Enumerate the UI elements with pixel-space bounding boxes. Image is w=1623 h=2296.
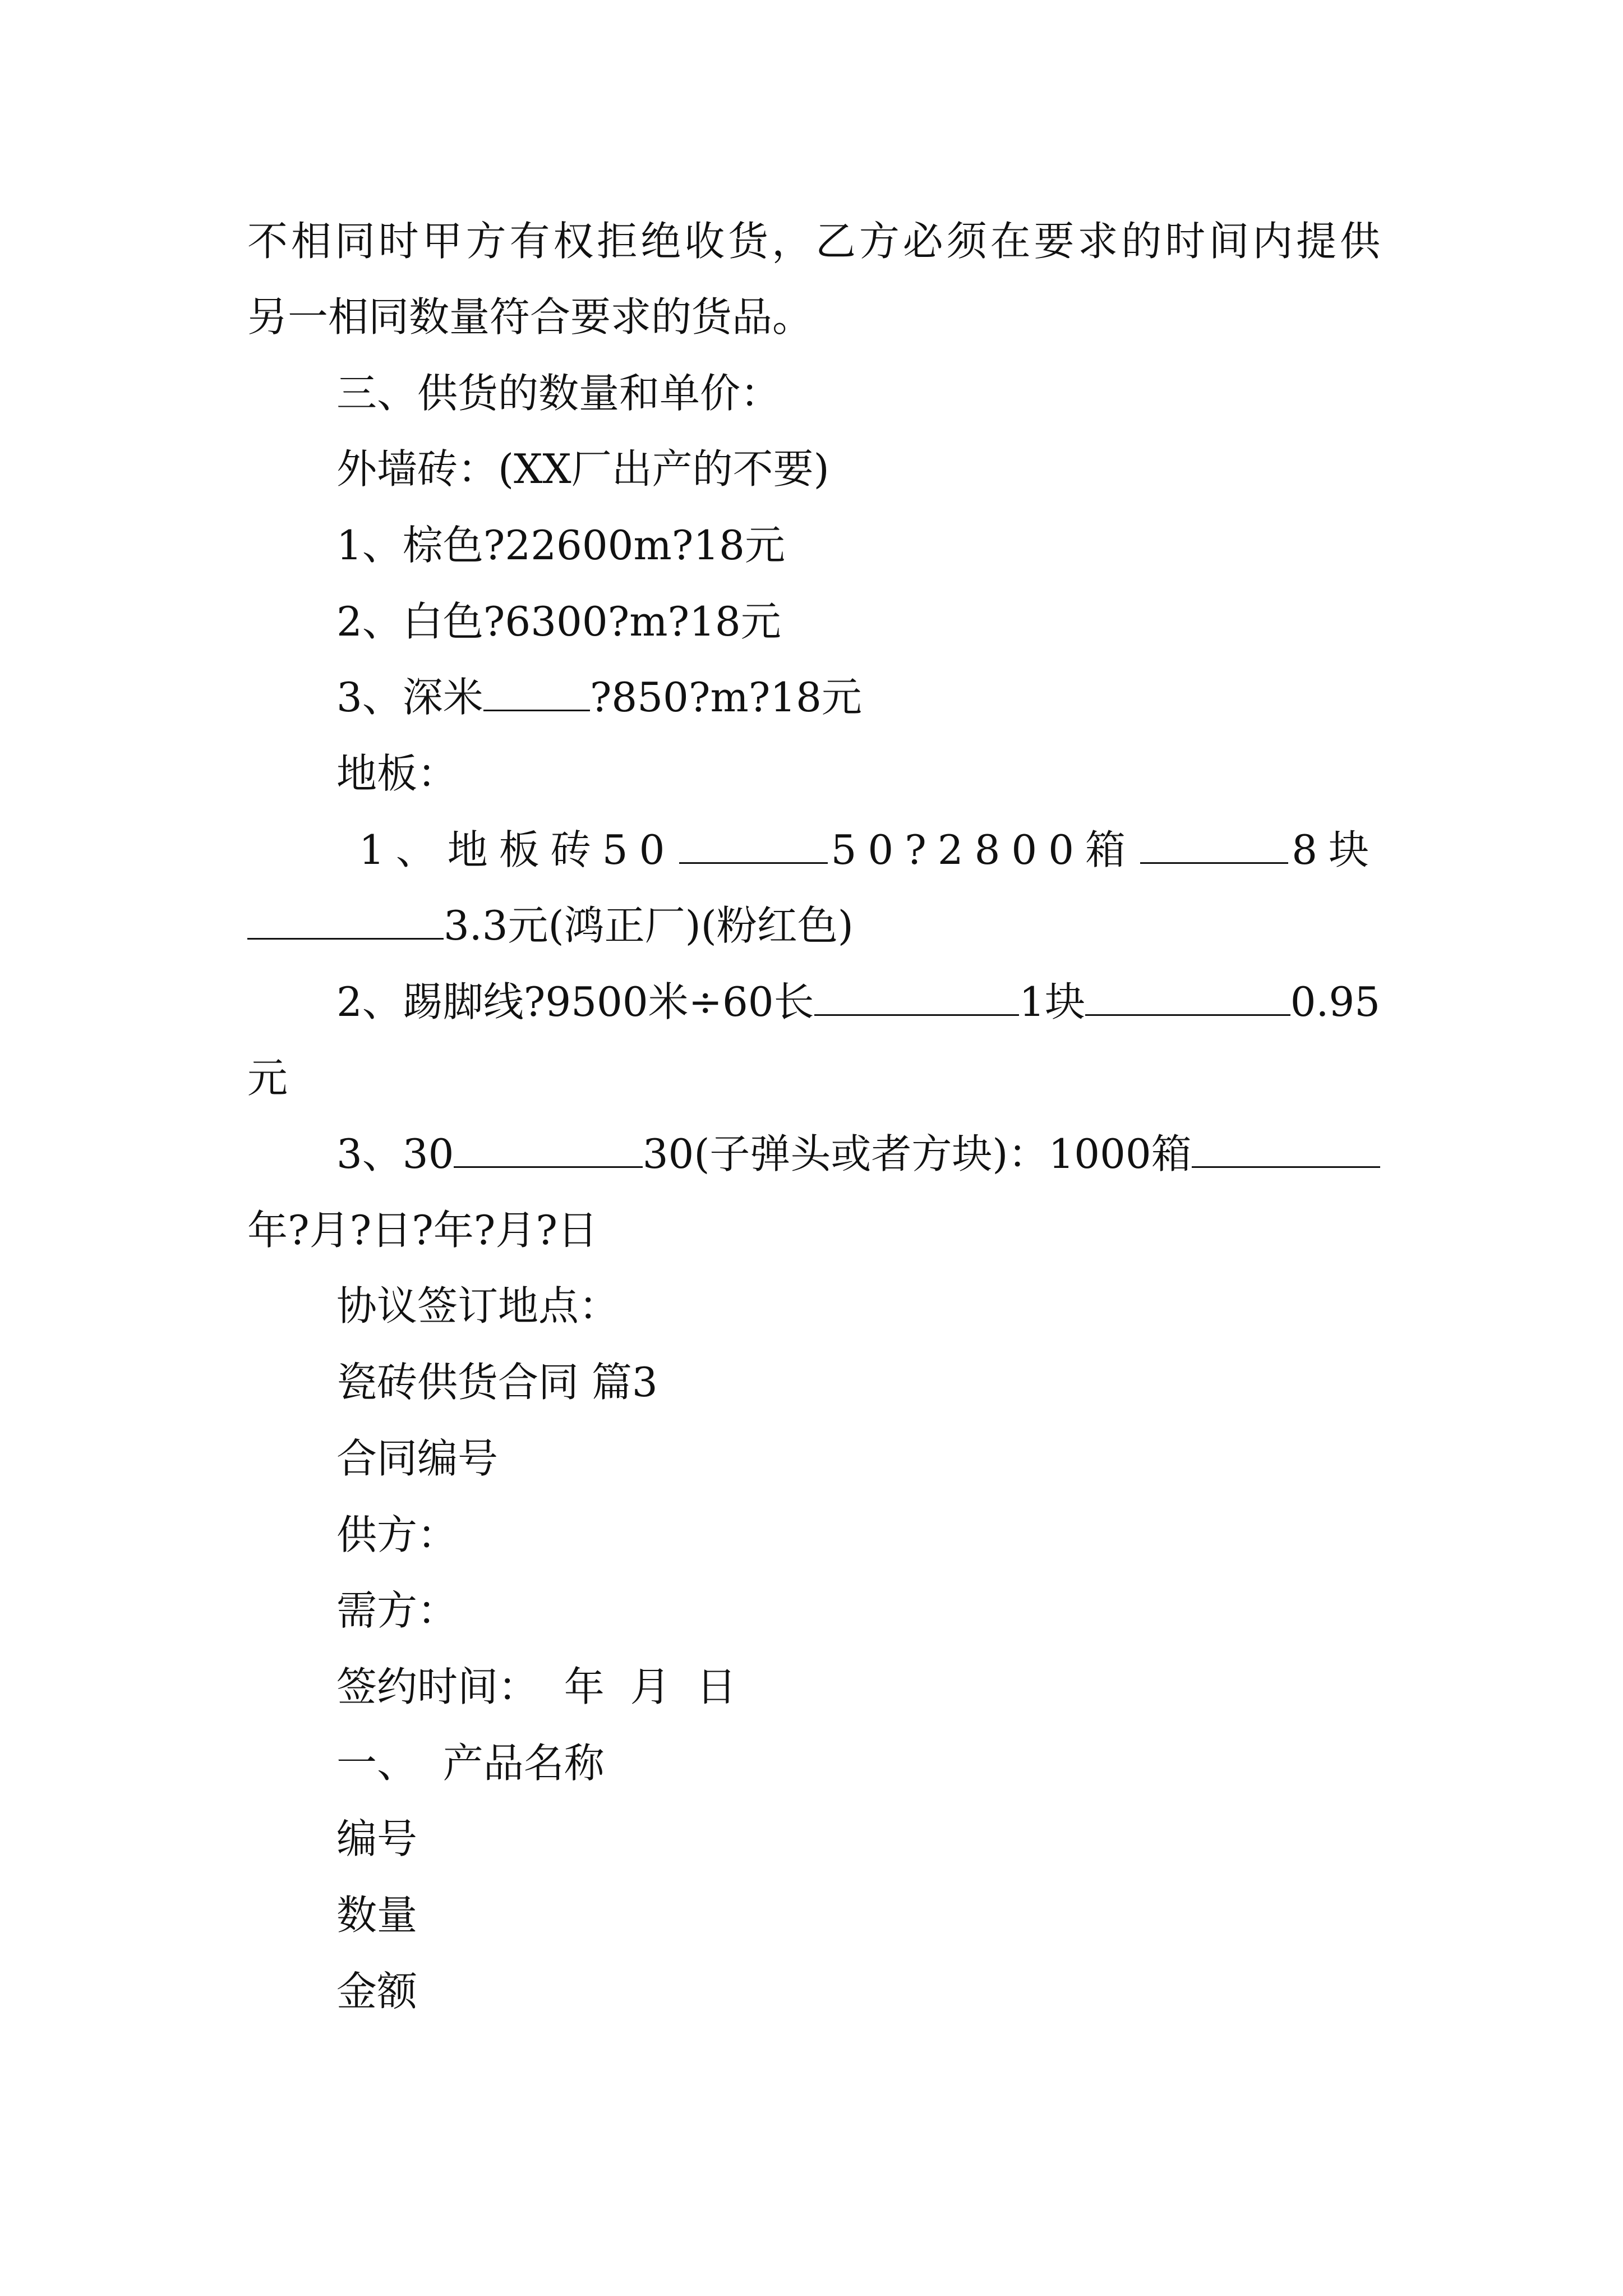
subheading: 外墙砖：(XX厂出产的不要) (336, 445, 829, 493)
blank-line (1085, 979, 1290, 1016)
list-item-text: 3、30 (336, 1130, 454, 1177)
paragraph-line: 另一相同数量符合要求的货品。 (247, 293, 813, 341)
list-item-text: 0.95 (1290, 978, 1380, 1025)
list-item-text: 50?2800箱 (831, 826, 1137, 873)
paragraph-line: 不相同时甲方有权拒绝收货，乙方必须在要求的时间内提供 (247, 218, 1380, 265)
blank-line (1140, 827, 1288, 864)
section-heading: 三、供货的数量和单价： (336, 370, 781, 417)
list-item-text: 2、踢脚线?9500米÷60长 (336, 978, 814, 1025)
section-heading: 一、 产品名称 (336, 1740, 605, 1787)
signing-date-label: 签约时间： 年 月 日 (336, 1663, 737, 1710)
list-item (359, 822, 1380, 878)
signing-location: 协议签订地点： (336, 1282, 620, 1329)
list-item-text: 1、地板砖50 (359, 826, 676, 873)
list-item-continuation: 元 (247, 1055, 288, 1102)
list-item-text: 30(子弹头或者方块)：1000箱 (642, 1130, 1192, 1177)
subheading: 地板： (336, 750, 458, 797)
field-label: 金额 (336, 1968, 418, 2015)
blank-line (454, 1131, 642, 1168)
list-item (336, 974, 1380, 1030)
list-item (336, 1126, 1380, 1182)
list-item-text: 3、深米 (336, 674, 483, 721)
blank-line (814, 979, 1020, 1016)
buyer-label: 需方： (336, 1587, 458, 1634)
list-item-text: 3.3元(鸿正厂)(粉红色) (444, 902, 854, 949)
list-item-text: ?850?m?18元 (589, 674, 862, 721)
date-line: 年?月?日?年?月?日 (247, 1207, 598, 1254)
contract-title: 瓷砖供货合同 篇3 (336, 1359, 658, 1406)
blank-line (1192, 1131, 1380, 1168)
list-item-text: 8块 (1292, 826, 1381, 873)
list-item (336, 669, 862, 725)
supplier-label: 供方： (336, 1511, 458, 1558)
blank-line (483, 675, 590, 711)
list-item-continuation (247, 898, 854, 954)
list-item: 1、棕色?22600m?18元 (336, 522, 785, 569)
list-item-text: 1块 (1019, 978, 1086, 1025)
field-label: 数量 (336, 1892, 418, 1939)
field-label: 编号 (336, 1815, 418, 1862)
contract-number-label: 合同编号 (336, 1435, 499, 1482)
list-item: 2、白色?6300?m?18元 (336, 598, 781, 645)
blank-line (247, 903, 444, 940)
blank-line (679, 827, 827, 864)
